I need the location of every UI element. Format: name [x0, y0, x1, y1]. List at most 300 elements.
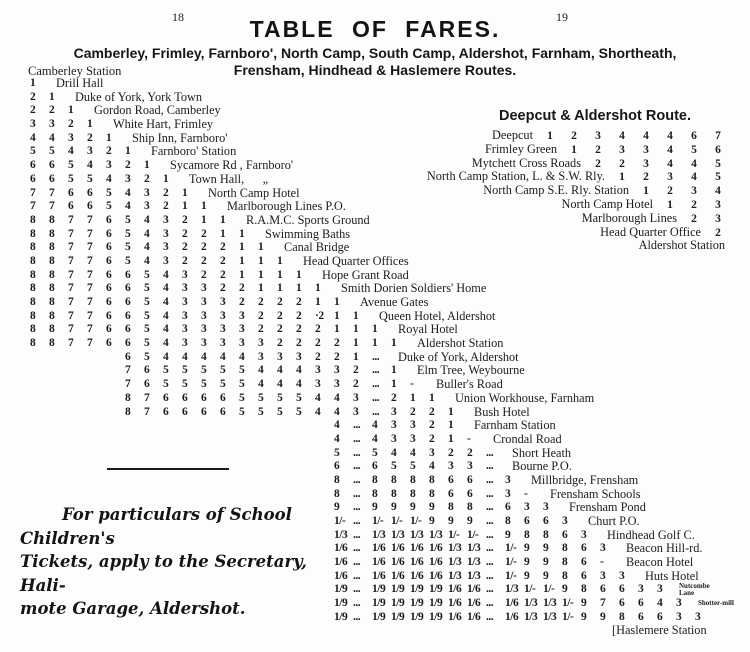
- fare-cell: 7: [87, 241, 93, 254]
- fare-cell: ...: [353, 528, 361, 541]
- fare-cell: 5: [49, 145, 55, 158]
- fare-cell: 8: [543, 528, 549, 541]
- fare-cell: 1: [391, 364, 397, 377]
- fare-cell: 2: [353, 378, 359, 391]
- deepcut-fare-cell: 1: [547, 130, 553, 142]
- fare-cell: 6: [638, 597, 644, 610]
- fare-cell: 1/-: [562, 610, 574, 623]
- station-label: Huts Hotel: [645, 568, 699, 583]
- fare-cell: 6: [30, 159, 36, 172]
- fare-cell: 4: [144, 254, 150, 267]
- fare-cell: 1: [429, 391, 435, 404]
- fare-cell: 7: [87, 323, 93, 336]
- fare-cell: 2: [125, 159, 131, 172]
- fare-cell: 7: [125, 378, 131, 391]
- deepcut-fare-cell: 7: [715, 130, 721, 142]
- fare-cell: 1: [315, 282, 321, 295]
- fare-cell: 2: [315, 350, 321, 363]
- fare-cell: 1: [353, 323, 359, 336]
- fare-cell: 6: [106, 227, 112, 240]
- fare-cell: 7: [125, 364, 131, 377]
- fare-cell: 8: [372, 473, 378, 486]
- station-label: Farnham Station: [474, 418, 556, 433]
- fare-cell: 1/6: [391, 569, 405, 582]
- fare-cell: 3: [315, 364, 321, 377]
- fare-cell: 1/6: [467, 597, 481, 610]
- fare-cell: 3: [277, 350, 283, 363]
- fare-cell: 1/6: [410, 542, 424, 555]
- fare-cell: 1/9: [372, 597, 386, 610]
- fare-cell: 1: [220, 227, 226, 240]
- fare-cell: 1/6: [410, 556, 424, 569]
- fare-cell: 2: [68, 118, 74, 131]
- fare-cell: 1/6: [429, 569, 443, 582]
- subtitle-line-2: Frensham, Hindhead & Haslemere Routes.: [233, 62, 517, 78]
- fare-cell: 1: [334, 296, 340, 308]
- fare-cell: 8: [49, 268, 55, 281]
- fare-cell: 5: [239, 405, 245, 418]
- fare-cell: ...: [353, 610, 361, 623]
- fare-cell: 8: [429, 473, 435, 486]
- fare-cell: 4: [277, 364, 283, 377]
- fare-cell: 8: [49, 213, 55, 226]
- fare-cell: 6: [106, 254, 112, 267]
- fare-row: [30, 433, 742, 447]
- fare-cell: 3: [125, 172, 131, 185]
- deepcut-fare-cell: 4: [715, 185, 721, 198]
- fare-cell: 3: [182, 309, 188, 322]
- fare-cell: 1/3: [543, 610, 557, 623]
- fare-cell: 3: [296, 350, 302, 363]
- fare-cell: 1/3: [448, 569, 462, 582]
- fare-cell: ...: [372, 391, 380, 404]
- fare-cell: 7: [68, 227, 74, 240]
- fare-cell: ...: [486, 487, 494, 500]
- fare-cell: ...: [353, 515, 361, 527]
- fare-cell: 4: [334, 391, 340, 404]
- station-label: North Camp Hotel: [208, 185, 300, 200]
- fare-cell: 1: [296, 268, 302, 281]
- fare-cell: 9: [391, 501, 397, 514]
- fare-cell: 3: [182, 323, 188, 336]
- fare-cell: 1: [182, 186, 188, 199]
- fare-cell: 1/3: [467, 569, 481, 582]
- fare-cell: 1/-: [562, 597, 574, 610]
- fare-cell: 4: [315, 391, 321, 404]
- fare-cell: 8: [391, 473, 397, 486]
- fare-cell: 1: [391, 378, 397, 391]
- fare-cell: 1: [87, 118, 93, 131]
- fare-cell: 6: [106, 296, 112, 308]
- fare-cell: 1: [372, 337, 378, 350]
- fare-cell: 1/6: [429, 556, 443, 569]
- fare-cell: 8: [30, 268, 36, 281]
- fare-cell: ...: [353, 432, 361, 445]
- fare-cell: 8: [30, 337, 36, 350]
- fare-cell: 9: [372, 501, 378, 514]
- fare-cell: 7: [144, 391, 150, 404]
- deepcut-fare-cell: 1: [667, 198, 673, 211]
- station-label: Town Hall, „: [189, 171, 269, 186]
- fare-cell: 9: [505, 528, 511, 541]
- station-label: R.A.M.C. Sports Ground: [246, 212, 370, 227]
- fare-cell: 8: [562, 556, 568, 569]
- fare-cell: 9: [524, 556, 530, 569]
- fare-cell: 5: [144, 350, 150, 363]
- page-number-right: 19: [556, 10, 568, 24]
- fare-cell: 4: [315, 405, 321, 418]
- fare-cell: 1/3: [429, 528, 443, 541]
- fare-cell: 2: [258, 309, 264, 322]
- fare-cell: 1/3: [448, 542, 462, 555]
- fare-cell: 3: [182, 282, 188, 295]
- fare-cell: 4: [125, 186, 131, 199]
- station-label: Millbridge, Frensham: [531, 472, 639, 487]
- fare-cell: 1: [258, 254, 264, 267]
- fare-cell: 1/9: [391, 610, 405, 623]
- fare-cell: ...: [486, 473, 494, 486]
- fare-cell: 7: [68, 254, 74, 267]
- deepcut-row: [400, 170, 730, 184]
- fare-cell: 1: [201, 213, 207, 226]
- fare-cell: 3: [562, 515, 568, 527]
- fare-cell: 6: [30, 172, 36, 185]
- fare-cell: 7: [87, 213, 93, 226]
- fare-cell: 4: [163, 268, 169, 281]
- fare-cell: 7: [87, 282, 93, 295]
- fare-cell: 1/9: [391, 597, 405, 610]
- fare-cell: 2: [144, 172, 150, 185]
- fare-cell: 3: [144, 200, 150, 213]
- fare-cell: 3: [353, 405, 359, 418]
- fare-cell: 8: [30, 227, 36, 240]
- fare-cell: 1/-: [524, 583, 536, 596]
- fare-cell: 1/6: [448, 583, 462, 596]
- deepcut-fare-cell: 5: [715, 157, 721, 170]
- deepcut-station-label: North Camp S.E. Rly. Station: [483, 183, 629, 198]
- fare-cell: 1/6: [391, 556, 405, 569]
- fare-cell: 1: [391, 337, 397, 350]
- deepcut-station-label: Deepcut: [492, 128, 533, 142]
- fare-cell: 8: [562, 569, 568, 582]
- fare-cell: 2: [201, 268, 207, 281]
- fare-cell: 5: [144, 268, 150, 281]
- fare-cell: 1/6: [467, 610, 481, 623]
- fare-cell: 1/3: [334, 528, 348, 541]
- fare-cell: 5: [87, 172, 93, 185]
- fare-cell: 9: [581, 610, 587, 623]
- fare-cell: ...: [353, 542, 361, 555]
- fare-cell: 3: [182, 268, 188, 281]
- fare-cell: 4: [144, 213, 150, 226]
- station-label: Head Quarter Offices: [303, 253, 409, 268]
- fare-cell: 1: [410, 391, 416, 404]
- fare-cell: ...: [372, 405, 380, 418]
- fare-cell: 6: [505, 501, 511, 514]
- fare-cell: 4: [657, 597, 663, 610]
- fare-cell: 2: [220, 282, 226, 295]
- fare-cell: 8: [505, 515, 511, 527]
- deepcut-fare-cell: 2: [667, 185, 673, 198]
- fare-cell: 3: [201, 309, 207, 322]
- fare-cell: 3: [600, 569, 606, 582]
- fare-cell: 6: [581, 556, 587, 569]
- fare-cell: 6: [201, 405, 207, 418]
- fare-cell: 6: [163, 405, 169, 418]
- deepcut-fare-cell: 2: [595, 157, 601, 170]
- fare-cell: 2: [87, 131, 93, 144]
- fare-cell: 7: [68, 337, 74, 350]
- fare-cell: 8: [524, 528, 530, 541]
- fare-cell: 9: [448, 515, 454, 527]
- fare-cell: 6: [125, 309, 131, 322]
- fare-cell: 2: [182, 227, 188, 240]
- haslemere-station-caption: [Haslemere Station: [612, 623, 707, 637]
- fare-cell: 1/3: [391, 528, 405, 541]
- fare-cell: 6: [49, 172, 55, 185]
- fare-cell: 4: [68, 145, 74, 158]
- fare-cell: ...: [353, 583, 361, 596]
- fare-cell: 2: [448, 446, 454, 459]
- note-line-2: Tickets, apply to the Secretary, Hali-: [20, 552, 307, 595]
- deepcut-fare-cell: 6: [715, 143, 721, 156]
- fare-cell: 6: [125, 350, 131, 363]
- fare-cell: 6: [106, 337, 112, 350]
- fare-cell: -: [524, 487, 528, 500]
- fare-cell: 4: [220, 350, 226, 363]
- fare-cell: 7: [68, 323, 74, 336]
- deepcut-fare-cell: 2: [619, 157, 625, 170]
- fare-cell: 7: [87, 268, 93, 281]
- fare-cell: 1: [144, 159, 150, 172]
- station-label: Sycamore Rd , Farnboro': [170, 158, 294, 173]
- fare-cell: 4: [201, 350, 207, 363]
- fare-cell: 8: [410, 487, 416, 500]
- fare-row: [30, 474, 742, 488]
- fare-cell: 4: [239, 350, 245, 363]
- fare-cell: 6: [125, 337, 131, 350]
- fare-cell: 9: [524, 542, 530, 555]
- fare-cell: 2: [429, 432, 435, 445]
- fare-cell: ...: [353, 501, 361, 514]
- fare-cell: 1/9: [429, 597, 443, 610]
- fare-cell: 1: [239, 254, 245, 267]
- fare-cell: 3: [353, 391, 359, 404]
- fare-row: [30, 77, 742, 91]
- deepcut-row: [400, 239, 730, 253]
- fare-cell: ...: [372, 350, 380, 363]
- fare-cell: 4: [106, 172, 112, 185]
- fare-cell: 4: [125, 200, 131, 213]
- fare-cell: 2: [163, 186, 169, 199]
- fare-cell: 2: [220, 268, 226, 281]
- fare-cell: 5: [68, 172, 74, 185]
- fare-cell: 1/6: [334, 542, 348, 555]
- fare-cell: 2: [410, 405, 416, 418]
- fare-cell: 8: [30, 296, 36, 308]
- deepcut-fare-cell: 3: [715, 198, 721, 211]
- fare-cell: 2: [201, 227, 207, 240]
- station-label: Elm Tree, Weybourne: [417, 363, 525, 378]
- fare-row: [30, 378, 742, 392]
- fare-cell: 6: [106, 213, 112, 226]
- station-label: Union Workhouse, Farnham: [455, 390, 595, 405]
- fare-cell: 6: [144, 378, 150, 391]
- fare-cell: -: [600, 556, 604, 569]
- station-label: Frensham Schools: [550, 486, 641, 501]
- fare-cell: 1/9: [429, 610, 443, 623]
- fare-cell: 3: [467, 460, 473, 473]
- fare-cell: 4: [258, 364, 264, 377]
- fare-cell: 8: [334, 487, 340, 500]
- fare-cell: 1: [68, 104, 74, 117]
- deepcut-station-label: Mytchett Cross Roads: [471, 155, 581, 170]
- fare-cell: 5: [277, 405, 283, 418]
- fare-cell: 1: [220, 213, 226, 226]
- station-label: Shotter-mill: [698, 598, 734, 607]
- deepcut-fare-cell: 4: [667, 157, 673, 170]
- fare-cell: 5: [68, 159, 74, 172]
- fare-cell: 1/6: [334, 556, 348, 569]
- fare-cell: 5: [144, 282, 150, 295]
- fare-cell: ...: [486, 610, 494, 623]
- fare-cell: 2: [296, 309, 302, 322]
- fare-cell: 8: [30, 213, 36, 226]
- fare-cell: 3: [144, 186, 150, 199]
- fare-cell: 3: [201, 337, 207, 350]
- fare-cell: 4: [30, 131, 36, 144]
- fare-cell: 1/9: [391, 583, 405, 596]
- fare-cell: 5: [258, 405, 264, 418]
- station-label: Avenue Gates: [360, 295, 429, 309]
- deepcut-fare-cell: 2: [571, 130, 577, 142]
- fare-cell: ...: [353, 597, 361, 610]
- fare-cell: 3: [163, 213, 169, 226]
- deepcut-fare-cell: 3: [691, 185, 697, 198]
- fare-cell: 5: [106, 186, 112, 199]
- deepcut-fare-cell: 2: [691, 212, 697, 225]
- fare-cell: 8: [391, 487, 397, 500]
- fare-cell: 8: [49, 323, 55, 336]
- fare-cell: 2: [201, 241, 207, 254]
- fare-cell: 2: [220, 241, 226, 254]
- fare-cell: 6: [144, 364, 150, 377]
- fare-cell: 1/-: [448, 528, 460, 541]
- fare-cell: 1/-: [467, 528, 479, 541]
- fare-cell: 1: [201, 200, 207, 213]
- fare-cell: 8: [619, 610, 625, 623]
- fare-cell: 2: [353, 364, 359, 377]
- fare-cell: 7: [68, 213, 74, 226]
- fare-cell: ...: [372, 364, 380, 377]
- fare-cell: 8: [125, 391, 131, 404]
- fare-cell: 3: [315, 378, 321, 391]
- divider-rule: [107, 468, 229, 470]
- fare-cell: 6: [182, 405, 188, 418]
- fare-cell: 6: [619, 597, 625, 610]
- fare-cell: 2: [277, 337, 283, 350]
- fare-cell: 1: [353, 337, 359, 350]
- deepcut-route-title: Deepcut & Aldershot Route.: [498, 108, 691, 124]
- fare-cell: ...: [353, 460, 361, 473]
- deepcut-row: [400, 143, 730, 157]
- fare-cell: 9: [467, 515, 473, 527]
- fare-cell: 1/-: [391, 515, 403, 527]
- deepcut-route-rows: [400, 129, 730, 253]
- fare-cell: 8: [410, 473, 416, 486]
- fare-cell: 6: [638, 610, 644, 623]
- fare-cell: 3: [258, 350, 264, 363]
- fare-row: [30, 447, 742, 461]
- fare-cell: 1: [239, 241, 245, 254]
- fare-cell: 5: [182, 364, 188, 377]
- station-label: White Hart, Frimley: [113, 117, 214, 132]
- fare-cell: 5: [163, 364, 169, 377]
- station-label: Smith Dorien Soldiers' Home: [341, 281, 487, 296]
- fare-cell: 9: [543, 569, 549, 582]
- fare-cell: 3: [182, 337, 188, 350]
- fare-cell: 2: [467, 446, 473, 459]
- fare-cell: 9: [429, 515, 435, 527]
- fare-cell: 8: [49, 309, 55, 322]
- fare-cell: ·2: [315, 309, 324, 322]
- fare-cell: 8: [30, 254, 36, 267]
- fare-cell: 4: [410, 446, 416, 459]
- deepcut-fare-cell: 4: [619, 130, 625, 142]
- fare-cell: 5: [144, 323, 150, 336]
- fare-cell: 6: [201, 391, 207, 404]
- fare-cell: 1/9: [372, 583, 386, 596]
- fare-cell: ...: [372, 378, 380, 391]
- fare-cell: 3: [30, 118, 36, 131]
- fare-cell: 1: [296, 282, 302, 295]
- fare-cell: 3: [49, 118, 55, 131]
- fare-cell: 7: [30, 186, 36, 199]
- station-label: Short Heath: [512, 445, 572, 460]
- fare-cell: 5: [201, 378, 207, 391]
- fare-row: [30, 488, 742, 502]
- fare-cell: 7: [144, 405, 150, 418]
- fare-cell: 1: [277, 268, 283, 281]
- deepcut-fare-cell: 4: [691, 157, 697, 170]
- deepcut-station-label: Marlborough Lines: [581, 210, 677, 225]
- fare-cell: 4: [334, 405, 340, 418]
- fare-cell: 6: [524, 515, 530, 527]
- fare-cell: 6: [334, 460, 340, 473]
- fare-cell: 5: [106, 200, 112, 213]
- fare-cell: ...: [486, 542, 494, 555]
- deepcut-fare-cell: 2: [643, 171, 649, 184]
- fare-cell: 6: [106, 323, 112, 336]
- fare-cell: 1: [334, 323, 340, 336]
- fare-cell: 1/-: [505, 542, 517, 555]
- fare-cell: 5: [239, 378, 245, 391]
- fare-cell: 6: [619, 583, 625, 596]
- fare-cell: 1/3: [467, 542, 481, 555]
- fare-cell: 6: [87, 186, 93, 199]
- fare-cell: 1: [106, 131, 112, 144]
- fare-cell: 3: [429, 446, 435, 459]
- fare-cell: 1/3: [524, 597, 538, 610]
- fare-cell: 4: [144, 241, 150, 254]
- fare-cell: 1/9: [410, 597, 424, 610]
- subtitle-line-1: Camberley, Frimley, Farnboro', North Camp, South Camp, Aldershot, Farnham, Shortheath,: [73, 45, 677, 61]
- fare-cell: ...: [486, 460, 494, 473]
- fare-row: [30, 255, 742, 269]
- fare-row: [30, 296, 742, 310]
- fare-cell: 8: [49, 254, 55, 267]
- fare-cell: 1/3: [524, 610, 538, 623]
